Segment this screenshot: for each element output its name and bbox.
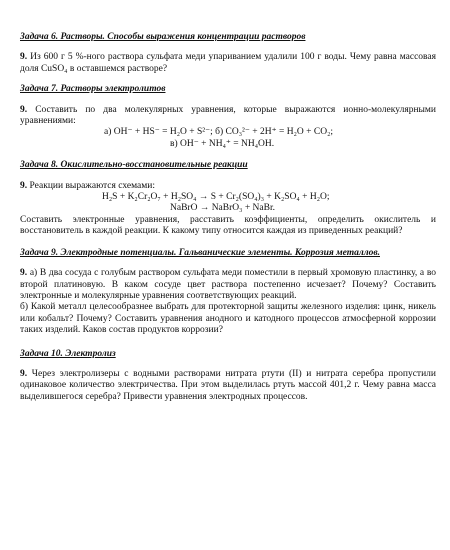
task-7-number: 9.: [20, 104, 28, 115]
task-6-heading: Задача 6. Растворы. Способы выражения концентрации растворов: [20, 32, 306, 42]
document-page: [20, 32, 436, 403]
task-8-equation-1: H₂S + K₂Cr₂O₇ + H₂SO₄ → S + Cr₂(SO₄)₃ + K₂SO₄ + H₂O;: [102, 192, 330, 203]
task-9-part-a: [20, 268, 436, 302]
task-10-text: Через электролизеры с водными растворами нитрата ртути (II) и нитрата серебра пропустили одинаковое количество электричества. При этом выделилась ртуть массой 401,2 г. Чему равна масса выделившегося серебра? Привести уравнения электродных процессов.: [20, 368, 436, 402]
task-9-heading: Задача 9. Электродные потенциалы. Гальванические элементы. Коррозия металлов.: [20, 247, 380, 258]
task-7-equation-1: а) OH⁻ + HS⁻ = H₂O + S²⁻; б) CO₃²⁻ + 2H⁺ = H₂O + CO₂;: [104, 127, 334, 138]
task-8-text: Составить электронные уравнения, расставить коэффициенты, определить окислитель и восстановитель в каждой реакции. К какому типу относится каждая из приведенных реакций?: [20, 214, 436, 237]
task-6-text: Из 600 г 5 %-ного раствора сульфата меди упариванием удалили 100 г воды. Чему равна массовая доля CuSO₄ в оставшемся растворе?: [20, 52, 437, 74]
task-6-body: [20, 52, 436, 75]
task-7-equation-2: в) OH⁻ + NH₄⁺ = NH₄OH.: [170, 138, 275, 149]
task-10-number: 9.: [20, 368, 28, 379]
task-10: [20, 349, 436, 404]
task-9: [20, 248, 436, 337]
task-9-text-a: а) В два сосуда с голубым раствором сульфата меди поместили в первый хромовую пластинку, а во второй платиновую. В каком сосуде цвет раствора постепенно исчезает? Почему? Составить электронные и молекулярные уравнения соответствующих реакций.: [20, 268, 437, 301]
task-9-number: 9.: [20, 268, 28, 279]
task-7-body: [20, 105, 436, 128]
task-7-text: Составить по два молекулярных уравнения, которые выражаются ионно-молекулярными уравнениями:: [20, 104, 437, 127]
task-8: [20, 160, 436, 237]
task-9-part-b: б) Какой металл целесообразнее выбрать для протекторной защиты железного изделия: цинк, никель или кобальт? Почему? Составить уравнения анодного и катодного процессов атмосферной коррозии таких изделий. Каков состав продуктов коррозии?: [20, 302, 436, 336]
task-8-intro: [20, 181, 436, 192]
task-6-number: 9.: [20, 52, 28, 63]
task-8-equation-2: NaBrO → NaBrO₃ + NaBr.: [170, 203, 275, 214]
task-7: [20, 84, 436, 150]
task-10-heading: Задача 10. Электролиз: [20, 348, 116, 359]
task-8-number: 9.: [20, 180, 28, 191]
task-6: [20, 32, 436, 75]
task-8-heading: Задача 8. Окислительно-восстановительные реакции: [20, 160, 248, 171]
task-10-body: [20, 369, 436, 403]
task-8-intro-text: Реакции выражаются схемами:: [29, 180, 155, 191]
task-7-heading: Задача 7. Растворы электролитов: [20, 84, 166, 95]
